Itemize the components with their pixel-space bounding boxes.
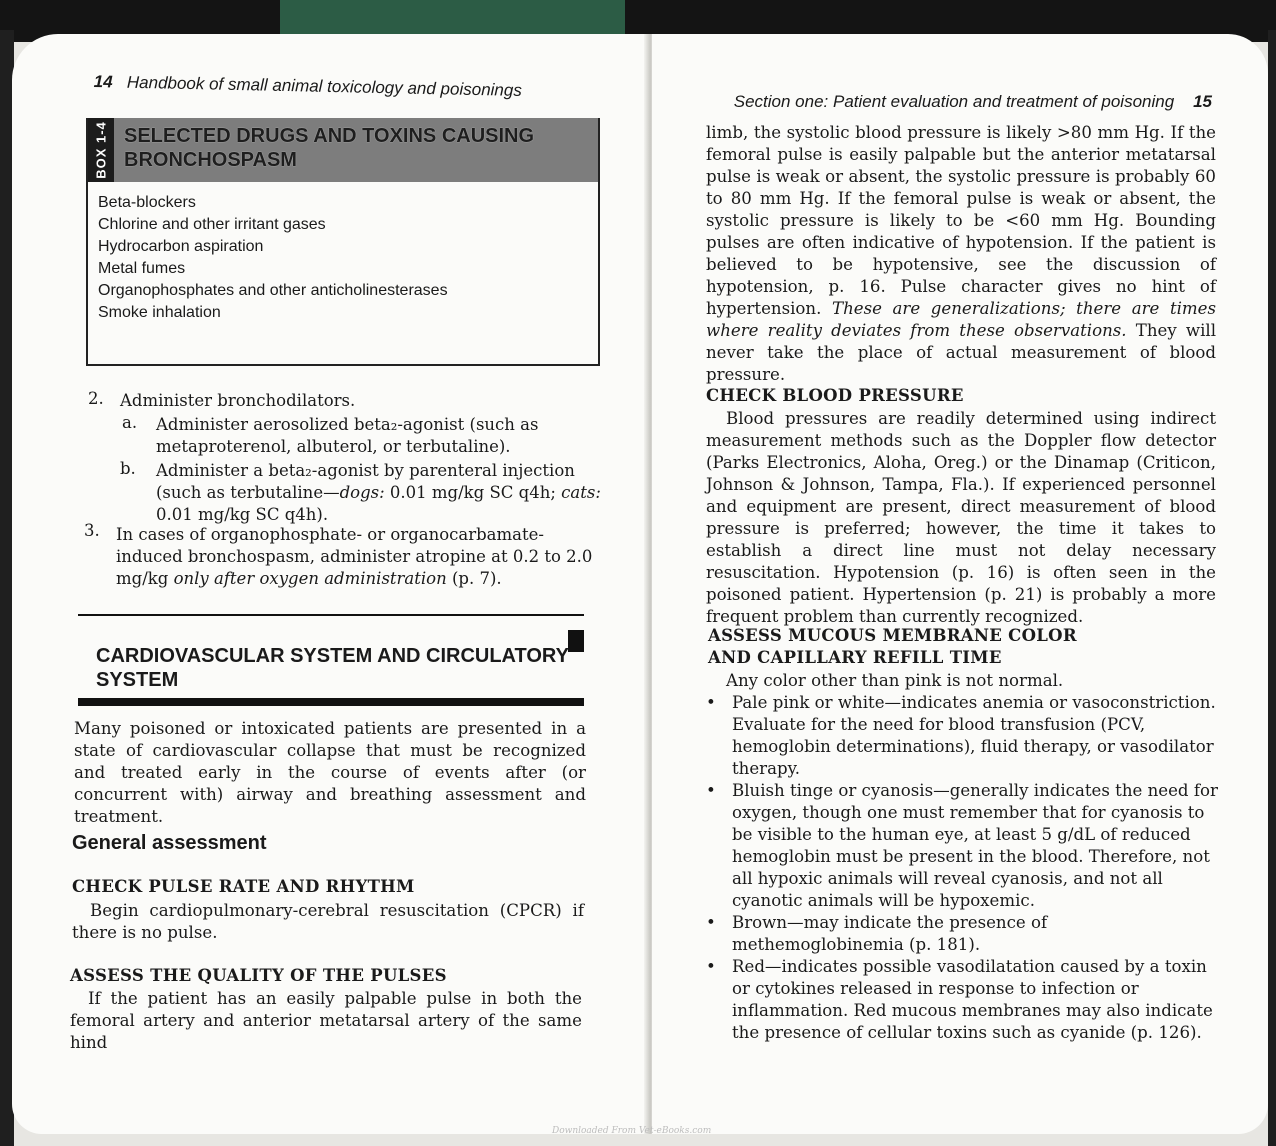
box-item: Beta-blockers (98, 194, 196, 211)
box-item: Organophosphates and other anticholinesterases (98, 282, 448, 299)
section-top-rule (78, 614, 584, 616)
download-watermark: Downloaded From Vet-eBooks.com (552, 1126, 712, 1136)
heading-capillary-refill: AND CAPILLARY REFILL TIME (708, 648, 1002, 667)
box-header (88, 118, 598, 182)
heading-blood-pressure: CHECK BLOOD PRESSURE (706, 386, 964, 405)
list-item-text: Administer a beta₂-agonist by parenteral injection (156, 461, 575, 480)
list-item-text: Administer bronchodilators. (120, 391, 356, 410)
box-item-list (98, 192, 448, 324)
box-tag-label: BOX 1-4 (93, 121, 109, 179)
left-running-title: Handbook of small animal toxicology and poisonings (126, 72, 523, 100)
bullet-marker: • (706, 781, 716, 800)
list-text-part: mg/kg (116, 569, 174, 588)
list-item-text: Administer aerosolized beta₂-agonist (such as (156, 415, 539, 434)
right-page-number: 15 (1193, 92, 1212, 111)
list-item-text: In cases of organophosphate- or organocarbamate- (116, 525, 544, 544)
continued-text: limb, the systolic blood pressure is likely >80 mm Hg. If the femoral pulse is easily palpable but the anterior metatarsal pulse is weak or absent, the systolic pressure is probably 60 to 80 mm Hg. If the femoral pulse is weak or absent, the systolic pressure is likely to be <60 mm Hg. Bounding pulses are often indicative of hypotension. If the patient is believed to be hypotensive, see the discussion of hypotension, p. 16. Pulse character gives no hint of hypertension. (706, 123, 1216, 318)
right-running-title: Section one: Patient evaluation and treatment of poisoning (733, 92, 1175, 111)
list-item-line (156, 482, 601, 503)
list-number: 3. (84, 521, 100, 540)
paragraph-mucous: Any color other than pink is not normal. (726, 671, 1064, 690)
list-item-text: induced bronchospasm, administer atropine at 0.2 to 2.0 (116, 547, 593, 566)
bullet-item (706, 692, 1216, 780)
list-text-part: 0.01 mg/kg SC q4h; (384, 483, 562, 502)
paragraph-pulse-quality: If the patient has an easily palpable pulse in both the femoral artery and anterior metatarsal artery of the same hind (70, 989, 582, 1052)
section-title: CARDIOVASCULAR SYSTEM AND CIRCULATORY SYSTEM (96, 645, 569, 691)
heading-mucous-membrane: ASSESS MUCOUS MEMBRANE COLOR (708, 626, 1077, 645)
bullet-text: Red—indicates possible vasodilatation caused by a toxin or cytokines released in response to infection or inflammation. Red mucous membranes may also indicate the presence of cellular toxins such as cyanide (p. 126). (732, 957, 1213, 1042)
left-page-number: 14 (93, 72, 113, 92)
intro-paragraph: Many poisoned or intoxicated patients are presented in a state of cardiovascular collapse that must be recognized and treated early in the course of events after (or concurrent with) airway and breathing assessment and treatment. (74, 719, 586, 826)
box-item: Chlorine and other irritant gases (98, 216, 326, 233)
list-text-part: (p. 7). (446, 569, 502, 588)
list-letter: b. (120, 459, 136, 478)
box-tag (88, 118, 114, 182)
list-item-text: 0.01 mg/kg SC q4h). (156, 505, 329, 524)
book-right-edge (1268, 30, 1276, 1146)
bullet-item (706, 912, 1216, 956)
list-letter: a. (122, 413, 138, 432)
section-bottom-rule (78, 698, 584, 706)
subheading-general-assessment: General assessment (72, 832, 267, 854)
list-text-italic: only after oxygen administration (173, 569, 447, 588)
box-title: SELECTED DRUGS AND TOXINS CAUSING BRONCHOSPASM (124, 125, 535, 171)
right-running-head (734, 92, 1212, 112)
bullet-text: Bluish tinge or cyanosis—generally indicates the need for oxygen, though one must remember that for cyanosis to be visible to the human eye, at least 5 g/dL of reduced hemoglobin must be present in the blood. Therefore, not all hypoxic animals will reveal cyanosis, and not all cyanotic animals will be hypoxemic. (732, 781, 1218, 910)
list-text-italic: cats: (561, 483, 601, 502)
bullet-text: Pale pink or white—indicates anemia or vasoconstriction. Evaluate for the need for blood transfusion (PCV, hemoglobin determinations), fluid therapy, or vasodilator therapy. (732, 693, 1216, 778)
list-item-line (116, 568, 502, 589)
bullet-text: Brown—may indicate the presence of methemoglobinemia (p. 181). (732, 913, 1048, 954)
continued-paragraph (706, 122, 1216, 386)
bullet-marker: • (706, 693, 716, 712)
paragraph-pulse-rate: Begin cardiopulmonary-cerebral resuscitation (CPCR) if there is no pulse. (72, 901, 584, 942)
heading-pulse-rate: CHECK PULSE RATE AND RHYTHM (72, 877, 415, 896)
box-1-4 (86, 118, 600, 366)
left-running-head (94, 72, 522, 101)
heading-pulse-quality: ASSESS THE QUALITY OF THE PULSES (70, 966, 447, 985)
box-item: Smoke inhalation (98, 304, 221, 321)
list-text-part: (such as terbutaline— (156, 483, 340, 502)
paragraph-blood-pressure: Blood pressures are readily determined using indirect measurement methods such as the Doppler flow detector (Parks Electronics, Aloha, Oreg.) or the Dinamap (Criticon, Johnson & Johnson, Tampa, Fla.). If experienced personnel and equipment are present, direct measurement of blood pressure is preferred; however, the time it takes to establish a direct line must not delay necessary resuscitation. Hypotension (p. 16) is often seen in the poisoned patient. Hypertension (p. 21) is probably a more frequent problem than currently recognized. (706, 409, 1216, 626)
bullet-item (706, 780, 1216, 912)
book-cover-tab (280, 0, 625, 36)
continued-text-end: They will never take the place of actual measurement of blood pressure. (706, 321, 1216, 384)
list-item-text: metaproterenol, albuterol, or terbutaline). (156, 437, 511, 456)
list-number: 2. (88, 389, 104, 408)
bullet-marker: • (706, 913, 716, 932)
left-page (12, 34, 648, 1134)
box-item: Hydrocarbon aspiration (98, 238, 264, 255)
continued-italic: These are generalizations; there are times where reality deviates from these observations. (706, 299, 1216, 340)
box-item: Metal fumes (98, 260, 186, 277)
bullet-item (706, 956, 1216, 1044)
bullet-marker: • (706, 957, 716, 976)
list-text-italic: dogs: (339, 483, 385, 502)
